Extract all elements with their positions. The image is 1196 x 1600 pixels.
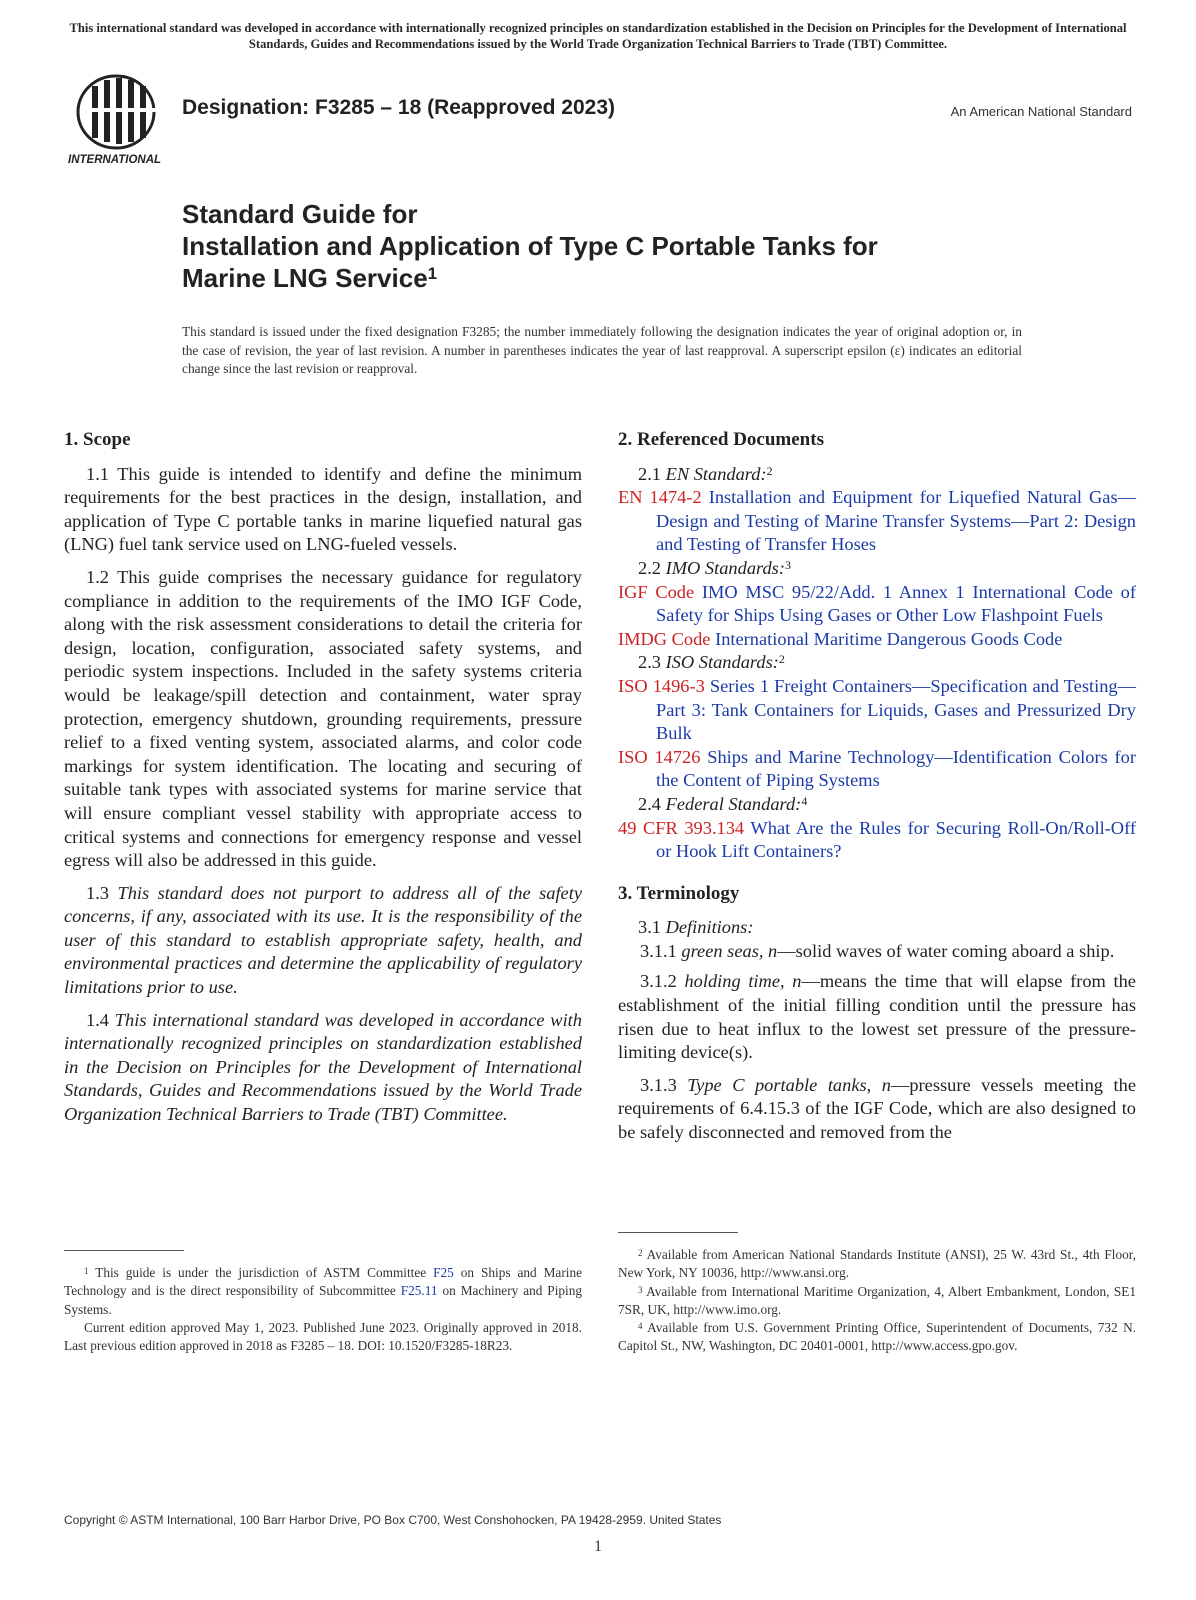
issued-note: This standard is issued under the fixed designation F3285; the number immediately following the designation indicates the year of original adoption or, in the case of revision, the year of last revision. A number in parentheses indicates the year of last reapproval. A superscript epsilon (ε) indicates an editorial change since the last revision or reapproval.	[182, 324, 1022, 376]
footnote-rule-right	[618, 1232, 738, 1233]
reference-iso-1496-3[interactable]: ISO 1496-3 Series 1 Freight Containers—Specification and Testing—Part 3: Tank Containers for Liquids, Gases and Pressurized Dry Bulk	[618, 675, 1136, 744]
page-number: 1	[594, 1538, 602, 1555]
section-heading-scope: 1. Scope	[64, 429, 131, 450]
title-footnote-mark: 1	[427, 264, 438, 283]
astm-logo	[64, 72, 172, 168]
footnote-4: $^4$ Available from U.S. Government Printing Office, Superintendent of Documents, 732 N. Capitol St., NW, Washington, DC 20401-0001, http://www.access.gpo.gov.	[618, 1320, 1136, 1354]
title-line-2: Installation and Application of Type C Portable Tanks for	[182, 231, 878, 261]
definition-holding-time: 3.1.2 holding time, n—means the time that will elapse from the establishment of the initial filling condition until the pressure has risen due to heat influx to the lowest set pressure of the pressure-limiting device(s).	[618, 971, 1136, 1063]
reference-igf-code[interactable]: IGF Code IMO MSC 95/22/Add. 1 Annex 1 International Code of Safety for Ships Using Gases or Other Low Flashpoint Fuels	[618, 581, 1136, 626]
link-f25-11[interactable]: F25.11	[400, 1283, 438, 1299]
subsection-2-1: 2.1 EN Standard:$^2$	[638, 463, 773, 484]
reference-imdg-code[interactable]: IMDG Code International Maritime Dangerous Goods Code	[618, 628, 1063, 649]
top-note: This international standard was developed in accordance with internationally recognized principles on standardization established in the Decision on Principles for the Development of International Standards, Guides and Recommendations issued by the World Trade Organization Technical Barriers to Trade (TBT) Committee.	[69, 21, 1127, 51]
subsection-2-2: 2.2 IMO Standards:$^3$	[638, 557, 791, 578]
footnote-3: $^3$ Available from International Maritime Organization, 4, Albert Embankment, London, SE1 7SR, UK, http://www.imo.org.	[618, 1283, 1136, 1317]
paragraph-1-1: 1.1 This guide is intended to identify and define the minimum requirements for the best practices in the design, installation, and application of Type C portable tanks in marine liquefied natural gas (LNG) fuel tank service used on LNG-fueled vessels.	[64, 463, 582, 555]
definition-type-c-portable-tanks: 3.1.3 Type C portable tanks, n—pressure vessels meeting the requirements of 6.4.15.3 of the IGF Code, which are also designed to be safely disconnected and removed from the	[618, 1074, 1136, 1143]
section-heading-terminology: 3. Terminology	[618, 882, 740, 904]
footnotes-right	[618, 1246, 1136, 1356]
paragraph-1-2: 1.2 This guide comprises the necessary guidance for regulatory compliance in addition to the requirements of the IMO IGF Code, along with the risk assessment considerations to detail the criteria for design, location, configuration, associated safety systems, and periodic system inspections. Included in the safety systems criteria would be leakage/spill detection and containment, water spray protection, emergency shutdown, grounding requirements, pressure relief to a fixed venting system, associated alarms, and color code markings for system identification. The locating and securing of suitable tank types with associated systems for marine service that will ensure compliant vessel stability with appropriate access to critical systems and connections for emergency response and vessel egress will also be addressed in this guide.	[64, 566, 582, 871]
footnote-rule-left	[64, 1250, 184, 1251]
section-heading-referenced-documents: 2. Referenced Documents	[618, 429, 824, 450]
reference-49-cfr-393-134[interactable]: 49 CFR 393.134 What Are the Rules for Securing Roll-On/Roll-Off or Hook Lift Containers?	[618, 817, 1136, 862]
subsection-3-1: 3.1 Definitions:	[638, 917, 754, 938]
link-f25[interactable]: F25	[433, 1265, 454, 1280]
document-title	[182, 198, 1082, 294]
paragraph-1-3: 1.3 This standard does not purport to address all of the safety concerns, if any, associated with its use. It is the responsibility of the user of this standard to establish appropriate safety, health, and environmental practices and determine the applicability of regulatory limitations prior to use.	[64, 882, 582, 998]
reference-en-1474-2[interactable]: EN 1474-2 Installation and Equipment for Liquefied Natural Gas—Design and Testing of Marine Transfer Systems—Part 2: Design and Testing of Transfer Hoses	[618, 487, 1136, 555]
definition-green-seas: 3.1.1 green seas, n—solid waves of water coming aboard a ship.	[640, 940, 1115, 961]
reference-iso-14726[interactable]: ISO 14726 Ships and Marine Technology—Identification Colors for the Content of Piping Systems	[618, 746, 1136, 791]
right-column	[618, 428, 1136, 1154]
subsection-2-3: 2.3 ISO Standards:$^2$	[638, 652, 785, 673]
subsection-2-4: 2.4 Federal Standard:$^4$	[638, 793, 808, 814]
footnote-2: $^2$ Available from American National Standards Institute (ANSI), 25 W. 43rd St., 4th Floor, New York, NY 10036, http://www.ansi.org.	[618, 1247, 1137, 1281]
american-national-standard: An American National Standard	[950, 104, 1132, 119]
copyright: Copyright © ASTM International, 100 Barr Harbor Drive, PO Box C700, West Conshohocken, PA 19428-2959. United States	[64, 1513, 722, 1527]
footnote-1: $^1$ This guide is under the jurisdiction of ASTM Committee F25 on Ships and Marine Technology and is the direct responsibility of Subcommittee F25.11 on Machinery and Piping Systems. Current edition approved May 1, 2023. Published June 2023. Originally approved in 2018. Last previous edition approved in 2018 as F3285 – 18. DOI: 10.1520/F3285-18R23.	[64, 1265, 583, 1354]
logo-international-text: INTERNATIONAL	[68, 154, 162, 166]
designation: Designation: F3285 – 18 (Reapproved 2023)	[182, 96, 615, 119]
paragraph-1-4: 1.4 This international standard was developed in accordance with internationally recognized principles on standardization established in the Decision on Principles for the Development of International Standards, Guides and Recommendations issued by the World Trade Organization Technical Barriers to Trade (TBT) Committee.	[64, 1009, 582, 1125]
title-line-1: Standard Guide for	[182, 199, 418, 229]
left-column	[64, 428, 582, 1136]
title-line-3: Marine LNG Service$^1$	[182, 263, 438, 293]
